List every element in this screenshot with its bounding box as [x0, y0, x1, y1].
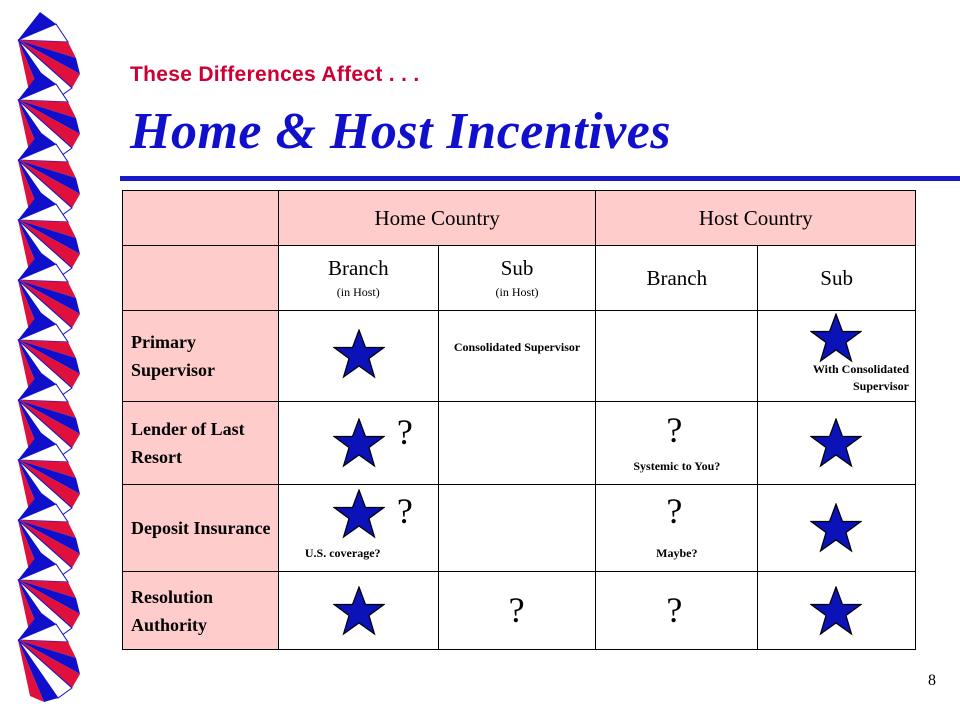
column-header-home-branch	[278, 246, 438, 311]
note-us-coverage: U.S. coverage?	[304, 546, 381, 560]
star-icon	[333, 418, 385, 468]
corner-cell	[123, 191, 279, 246]
cell-lolr-home-sub	[438, 402, 596, 485]
title-underline	[120, 176, 960, 181]
row-label-deposit-insurance: Deposit Insurance	[123, 485, 279, 572]
row-label-primary-supervisor: Primary Supervisor	[123, 311, 279, 402]
slide-title: Home & Host Incentives	[130, 103, 672, 160]
question-mark: ?	[666, 491, 683, 531]
slide-subtitle: These Differences Affect . . .	[130, 63, 420, 86]
column-label: Sub	[500, 256, 534, 280]
cell-lolr-host-sub	[758, 402, 916, 485]
column-label: Branch	[327, 256, 389, 280]
cell-primary-host-branch	[596, 311, 758, 402]
note-systemic-to-you: Systemic to You?	[633, 459, 721, 473]
cell-lolr-host-branch	[596, 402, 758, 485]
cell-di-home-branch	[278, 485, 438, 572]
star-icon	[333, 586, 385, 636]
host-country-header: Host Country	[596, 191, 916, 246]
column-label: Branch	[646, 266, 708, 290]
cell-di-host-branch	[596, 485, 758, 572]
star-icon	[333, 489, 385, 539]
star-icon	[810, 313, 862, 363]
column-sublabel: (in Host)	[336, 285, 380, 299]
cell-ra-host-branch	[596, 572, 758, 650]
question-mark: ?	[666, 590, 683, 630]
star-icon	[810, 418, 862, 468]
column-sublabel: (in Host)	[495, 285, 539, 299]
star-icon	[810, 586, 862, 636]
column-header-host-sub	[758, 246, 916, 311]
star-icon	[333, 329, 385, 379]
cell-primary-home-sub	[438, 311, 596, 402]
star-icon	[810, 503, 862, 553]
question-mark: ?	[396, 412, 413, 452]
cell-di-home-sub	[438, 485, 596, 572]
question-mark: ?	[396, 491, 413, 531]
cell-di-host-sub	[758, 485, 916, 572]
cell-ra-host-sub	[758, 572, 916, 650]
home-country-header: Home Country	[278, 191, 596, 246]
cell-primary-home-branch	[278, 311, 438, 402]
question-mark: ?	[666, 410, 683, 450]
note-consolidated-supervisor: Consolidated Supervisor	[453, 340, 581, 354]
question-mark: ?	[508, 590, 525, 630]
row-label-resolution-authority: Resolution Authority	[123, 572, 279, 650]
incentives-table	[122, 190, 916, 650]
row-label-lender-of-last-resort: Lender of Last Resort	[123, 402, 279, 485]
note-with-consolidated-supervisor: With Consolidated Supervisor	[812, 362, 909, 393]
decorative-fan-border	[0, 0, 110, 720]
cell-ra-home-sub	[438, 572, 596, 650]
page-number: 8	[928, 672, 936, 689]
note-maybe: Maybe?	[656, 546, 698, 560]
cell-lolr-home-branch	[278, 402, 438, 485]
cell-primary-host-sub	[758, 311, 916, 402]
column-label: Sub	[820, 266, 853, 290]
cell-ra-home-branch	[278, 572, 438, 650]
corner-cell-2	[123, 246, 279, 311]
column-header-home-sub	[438, 246, 596, 311]
column-header-host-branch	[596, 246, 758, 311]
